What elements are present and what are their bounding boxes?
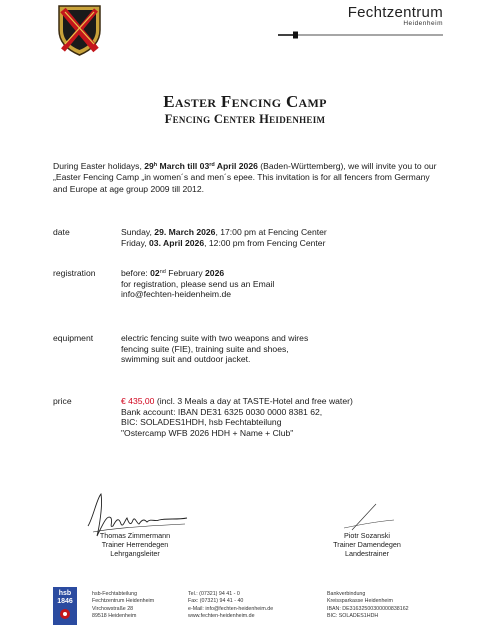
footer-fax: Fax: (07321) 94 41 - 40 <box>188 598 244 605</box>
footer-email[interactable]: e-Mail: info@fechten-heidenheim.de <box>188 605 274 612</box>
signature-right-role1: Trainer Damendegen <box>333 540 401 549</box>
brand-subtitle: Heidenheim <box>403 20 443 27</box>
registration-before: before: <box>121 268 151 278</box>
signature-right-block <box>307 531 427 558</box>
date-line1-bold: 29. March 2026 <box>154 227 216 237</box>
intro-end-date: April 2026 <box>214 161 258 171</box>
footer-address-line: Virchowstraße 28 <box>92 605 134 612</box>
hsb-emblem-icon <box>58 608 72 620</box>
registration-sup: nd <box>159 269 166 275</box>
registration-day: 02 <box>150 268 160 278</box>
hsb-logo-text: hsb <box>58 590 72 597</box>
registration-deadline <box>121 268 274 279</box>
signature-left-name: Thomas Zimmermann <box>99 531 171 540</box>
intro-dates <box>144 161 258 171</box>
registration-email[interactable]: info@fechten-heidenheim.de <box>121 289 232 299</box>
signature-left-block <box>70 531 200 558</box>
intro-start-sup: h <box>153 162 158 168</box>
foil-line-icon <box>278 30 443 40</box>
signature-right-role2: Landestrainer <box>345 549 389 558</box>
date-line2-pre: Friday, <box>121 237 150 248</box>
footer-bank-line: IBAN: DE31632500300000838162 <box>327 605 409 612</box>
footer-address-line: hsb-Fechtabteilung <box>92 591 138 597</box>
signature-right-name: Piotr Sozanski <box>344 531 390 540</box>
intro-text: During Easter holidays, <box>53 161 145 171</box>
footer-phone: Tel.: (07321) 94 41 - 0 <box>188 591 240 597</box>
signature-left-role1: Trainer Herrendegen <box>101 540 169 549</box>
registration-label: registration <box>53 268 96 278</box>
date-line1-pre: Sunday, <box>121 227 155 237</box>
date-value <box>121 227 327 248</box>
price-line-1 <box>121 396 353 407</box>
club-crest-logo <box>57 4 102 56</box>
registration-value <box>121 268 274 300</box>
date-line2-bold: 03. April 2026 <box>149 237 205 248</box>
footer-website[interactable]: www.fechten-heidenheim.de <box>188 613 255 620</box>
footer-bank-line: Bankverbindung <box>327 591 366 597</box>
footer-bank <box>327 591 409 621</box>
brand-title: Fechtzentrum <box>347 4 443 21</box>
date-line2-post: , 12:00 pm from Fencing Center <box>204 237 326 248</box>
price-line-3: BIC: SOLADES1HDH, hsb Fechtabteilung <box>121 417 282 427</box>
intro-text-rest: (Baden-Württemberg), we will invite you to our „Easter Fencing Camp „in women´s and men´s epee. This invitation is for all fencers from Germany and Europe at age group 2009 till 2012. <box>53 161 437 194</box>
signature-left-role2: Lehrgangsleiter <box>110 549 160 558</box>
footer-bank-line: BIC: SOLADES1HDH <box>327 613 379 620</box>
footer-address <box>92 591 154 621</box>
registration-month: February <box>165 268 206 278</box>
price-line1-rest: (incl. 3 Meals a day at TASTE-Hotel and free water) <box>154 396 353 406</box>
registration-line-2: for registration, please send us an Email <box>121 278 275 289</box>
equipment-label: equipment <box>53 333 94 343</box>
footer-address-line: Fechtzentrum Heidenheim <box>92 598 155 605</box>
footer-bank-line: Kreissparkasse Heidenheim <box>327 598 393 605</box>
footer-contact <box>188 591 273 621</box>
intro-date-mid: March till 03 <box>157 161 210 171</box>
equipment-line-3: swimming suit and outdoor jacket. <box>121 354 251 364</box>
date-line-1 <box>121 227 327 238</box>
equipment-value <box>121 333 308 365</box>
intro-start-day: 29 <box>144 161 154 171</box>
equipment-line-2: fencing suite (FIE), training suite and shoes, <box>121 343 289 354</box>
intro-end-sup: rd <box>209 162 215 168</box>
price-line-4: "Ostercamp WFB 2026 HDH + Name + Club" <box>121 427 294 438</box>
brand-block <box>348 4 443 27</box>
price-value <box>121 396 353 438</box>
intro-paragraph <box>53 161 443 195</box>
equipment-line-1: electric fencing suite with two weapons and wires <box>121 333 309 343</box>
page-title: Easter Fencing Camp <box>163 92 327 111</box>
hsb-logo-year: 1846 <box>57 598 73 605</box>
date-line-2 <box>121 238 327 249</box>
price-line-2: Bank account: IBAN DE31 6325 0030 0000 8381 62, <box>121 406 323 417</box>
footer-address-line: 89518 Heidenheim <box>92 613 137 620</box>
price-label: price <box>53 396 72 406</box>
page-subtitle: Fencing Center Heidenheim <box>164 112 326 126</box>
date-line1-post: , 17:00 pm at Fencing Center <box>215 227 327 237</box>
date-label: date <box>53 227 70 237</box>
price-amount: € 435,00 <box>121 396 155 406</box>
hsb-logo <box>53 587 77 625</box>
registration-year: 2026 <box>205 268 225 278</box>
